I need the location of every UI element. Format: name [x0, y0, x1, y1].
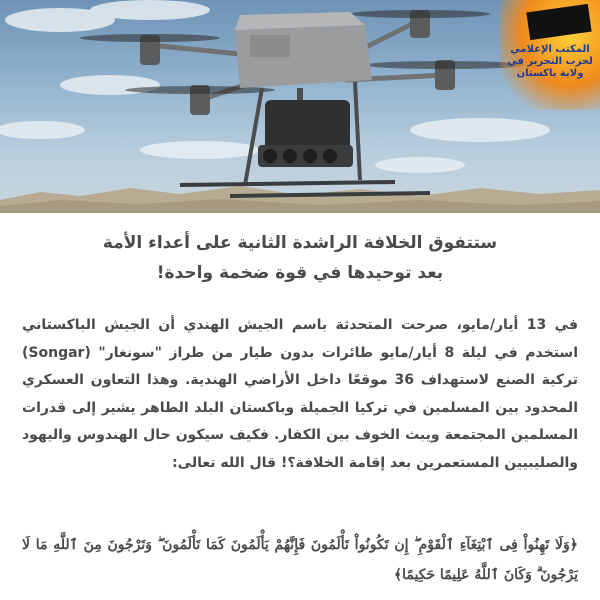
headline-line-1: ستتفوق الخلافة الراشدة الثانية على أعداء الأمة	[102, 233, 498, 253]
logo-text: المكتب الإعلامي لحزب التحرير في ولاية باكستان	[507, 44, 593, 79]
article-body: في 13 أيار/مايو، صرحت المتحدثة باسم الجيش الهندي أن الجيش الباكستاني استخدم في ليلة 8 أيار/مايو طائرات بدون طيار من طراز "سونغار" (Songar) تركية الصنع لاستهداف 36 موقعًا داخل الأراضي الهندية. وهذا التعاون العسكري المحدود بين المسلمين في تركيا الجميلة وباكستان البلد الطاهر يشير إلى قدرات المسلمين المجتمعة ويبث الخوف بين الكفار. فكيف سيكون حال الهندوس واليهود والصليبيين المستعمرين بعد إقامة الخلافة؟! قال الله تعالى:	[22, 317, 579, 471]
article-headline	[40, 228, 560, 288]
logo-badge	[500, 0, 600, 110]
quran-verse: ﴿وَلَا تَهِنُواْ فِى ٱبْتِغَآءِ ٱلْقَوْمِ ۖ إِن تَكُونُواْ تَأْلَمُونَ فَإِنَّهُمْ يَأْلَمُونَ كَمَا تَأْلَمُونَ ۖ وَتَرْجُونَ مِنَ ٱللَّهِ مَا لَا يَرْجُونَ ۗ وَكَانَ ٱللَّهُ عَلِيمًا حَكِيمًا﴾	[22, 537, 578, 583]
hero-image	[0, 0, 600, 213]
headline-line-2: بعد توحيدها في قوة ضخمة واحدة!	[156, 263, 444, 283]
